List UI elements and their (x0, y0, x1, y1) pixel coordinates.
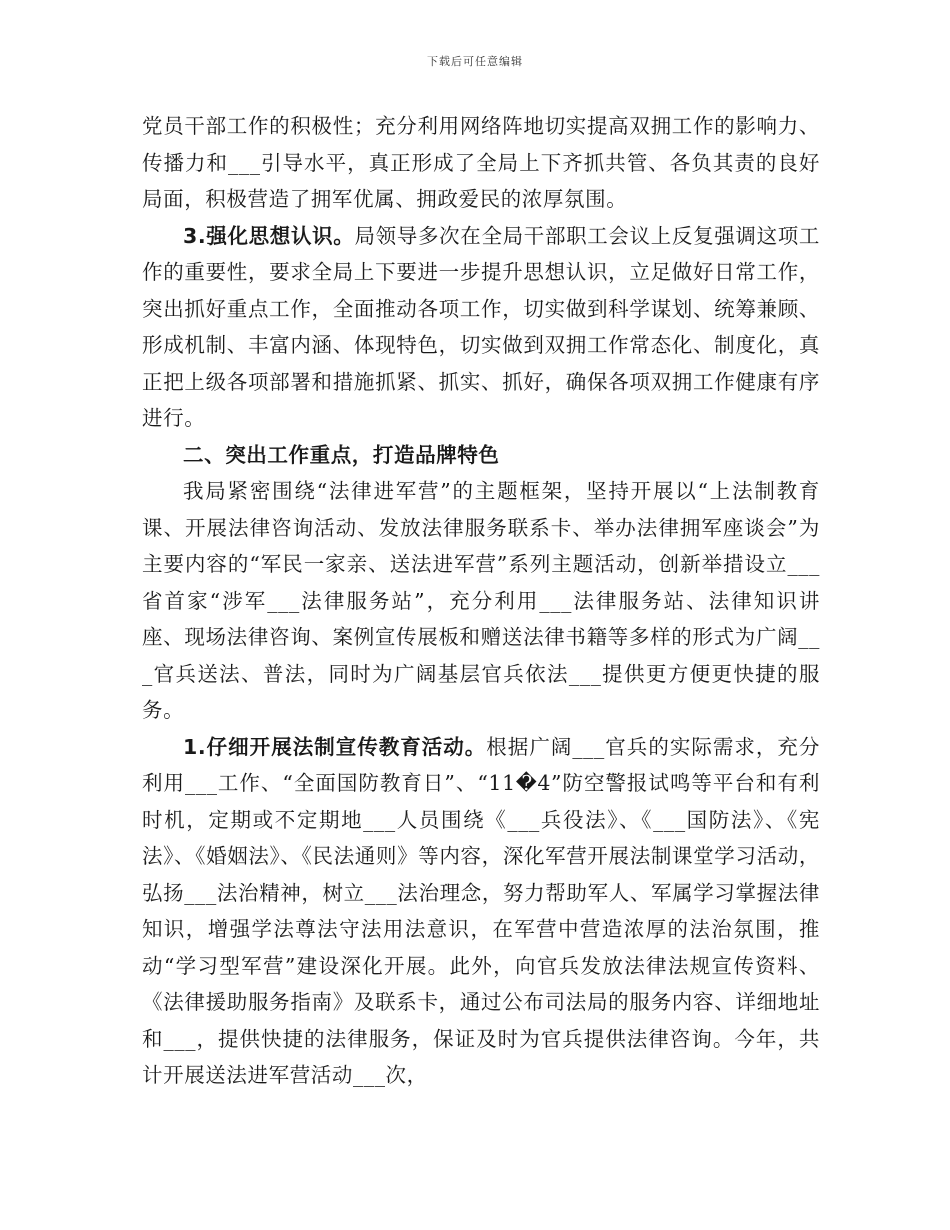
paragraph-text: 根据广阔___官兵的实际需求，充分利用___工作、“全面国防教育日”、“11�4”防空警报试鸣等平台和有利时机，定期或不定期地___人员围绕《___兵役法》、《___国防法》、《宪法》、《婚姻法》、《民法通则》等内容，深化军营开展法制课堂学习活动，弘扬___法治精神，树立___法治理念，努力帮助军人、军属学习掌握法律知识，增强学法尊法守法用法意识，在军营中营造浓厚的法治氛围，推动“学习型军营”建设深化开展。此外，向官兵发放法律法规宣传资料、《法律援助服务指南》及联系卡，通过公布司法局的服务内容、详细地址和___，提供快捷的法律服务，保证及时为官兵提供法律咨询。今年，共计开展送法进军营活动___次， (142, 734, 820, 1087)
paragraph-text: 局领导多次在全局干部职工会议上反复强调这项工作的重要性，要求全局上下要进一步提升思想认识，立足做好日常工作，突出抓好重点工作，全面推动各项工作，切实做到科学谋划、统筹兼顾、形成机制、丰富内涵、体现特色，切实做到双拥工作常态化、制度化，真正把上级各项部署和措施抓紧、抓实、抓好，确保各项双拥工作健康有序进行。 (142, 223, 821, 430)
paragraph-law-into-barracks: 我局紧密围绕“法律进军营”的主题框架，坚持开展以“上法制教育课、开展法律咨询活动、发放法律服务联系卡、举办法律拥军座谈会”为主要内容的“军民一家亲、送法进军营”系列主题活动，创新举措设立___省首家“涉军___法律服务站”，充分利用___法律服务站、法律知识讲座、现场法律咨询、案例宣传展板和赠送法律书籍等多样的形式为广阔___官兵送法、普法，同时为广阔基层官兵依法___提供更方便更快捷的服务。 (142, 479, 820, 722)
page-header-note: 下载后可任意编辑 (427, 55, 523, 68)
paragraph-lead-title: 3.强化思想认识。 (183, 223, 355, 248)
paragraph-lead-title: 1.仔细开展法制宣传教育活动。 (183, 734, 487, 759)
section-heading: 二、突出工作重点，打造品牌特色 (183, 442, 500, 467)
paragraph-continuation: 党员干部工作的积极性；充分利用网络阵地切实提高双拥工作的影响力、传播力和___引导水平，真正形成了全局上下齐抓共管、各负其责的良好局面，积极营造了拥军优属、拥政爱民的浓厚氛围。 (142, 114, 820, 211)
paragraph-strengthen-awareness (142, 218, 820, 437)
document-body (142, 108, 820, 1094)
paragraph-legal-education (142, 729, 820, 1094)
